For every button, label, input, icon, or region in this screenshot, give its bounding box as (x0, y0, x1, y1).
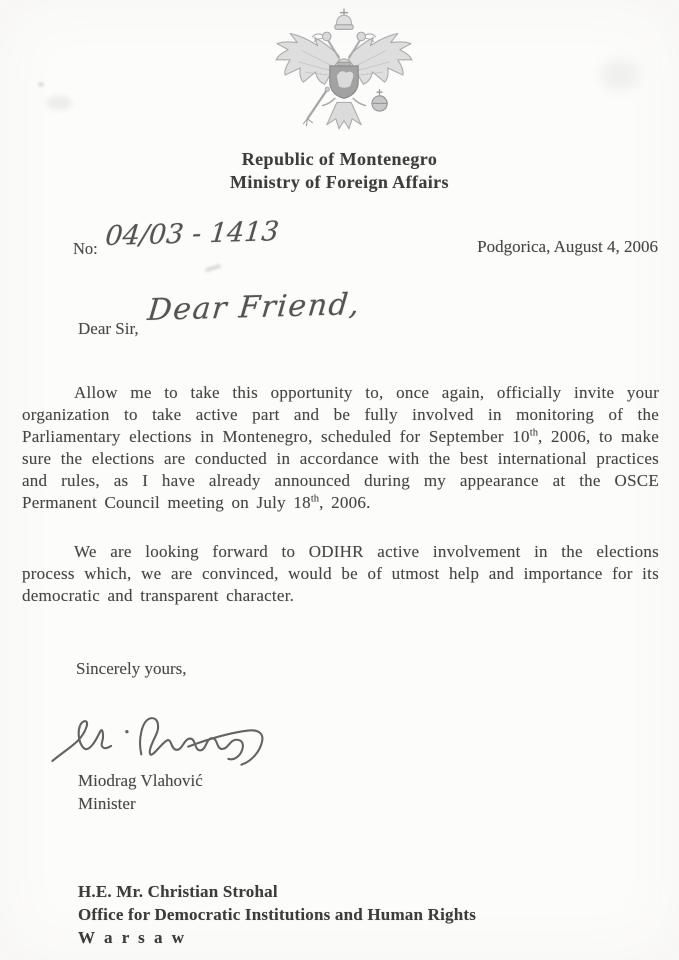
letterhead (0, 148, 679, 194)
scan-artifact (46, 96, 72, 110)
signature-scribble (47, 699, 280, 777)
body-paragraph-2: We are looking forward to ODIHR active involvement in the elections process which, we are convinced, would be of utmost help and importance for its democratic and transparent character. (22, 542, 659, 605)
recipient-block (78, 880, 476, 949)
scan-artifact (38, 82, 44, 87)
salutation-printed: Dear Sir, (78, 319, 139, 338)
letterhead-country: Republic of Montenegro (241, 149, 438, 169)
reference-label: No: (73, 239, 98, 258)
salutation-handwritten: Dear Friend, (146, 287, 363, 328)
ordinal-superscript: th (310, 493, 320, 505)
signature-block (78, 770, 203, 815)
signer-title: Minister (78, 793, 136, 813)
paragraph-text: Allow me to take this opportunity to, once again, officially invite your organization to take active part and be fully involved in monitoring of the Parliamentary elections in Montenegro, scheduled for September 10 (22, 383, 659, 446)
letter-body (22, 382, 659, 607)
recipient-city: W a r s a w (78, 928, 187, 947)
scan-artifact (205, 264, 221, 273)
montenegro-coat-of-arms-icon (271, 5, 417, 139)
recipient-name: H.E. Mr. Christian Strohal (78, 882, 278, 901)
paragraph-text: , 2006, to make sure the elections are conducted in accordance with the best international practices and rules, as I have already announced during my appearance at the OSCE Permanent Council meeting on July 18 (22, 427, 659, 512)
letterhead-ministry: Ministry of Foreign Affairs (230, 172, 449, 192)
reference-number-handwritten: 04/03 - 1413 (104, 216, 281, 252)
dateline: Podgorica, August 4, 2006 (477, 237, 658, 256)
paragraph-text: , 2006. (319, 493, 371, 512)
valediction: Sincerely yours, (76, 659, 187, 678)
scan-artifact (600, 60, 640, 90)
recipient-office: Office for Democratic Institutions and Human Rights (78, 905, 477, 924)
body-paragraph-1 (22, 382, 659, 514)
ordinal-superscript: th (529, 427, 538, 439)
signer-name: Miodrag Vlahović (78, 771, 203, 790)
